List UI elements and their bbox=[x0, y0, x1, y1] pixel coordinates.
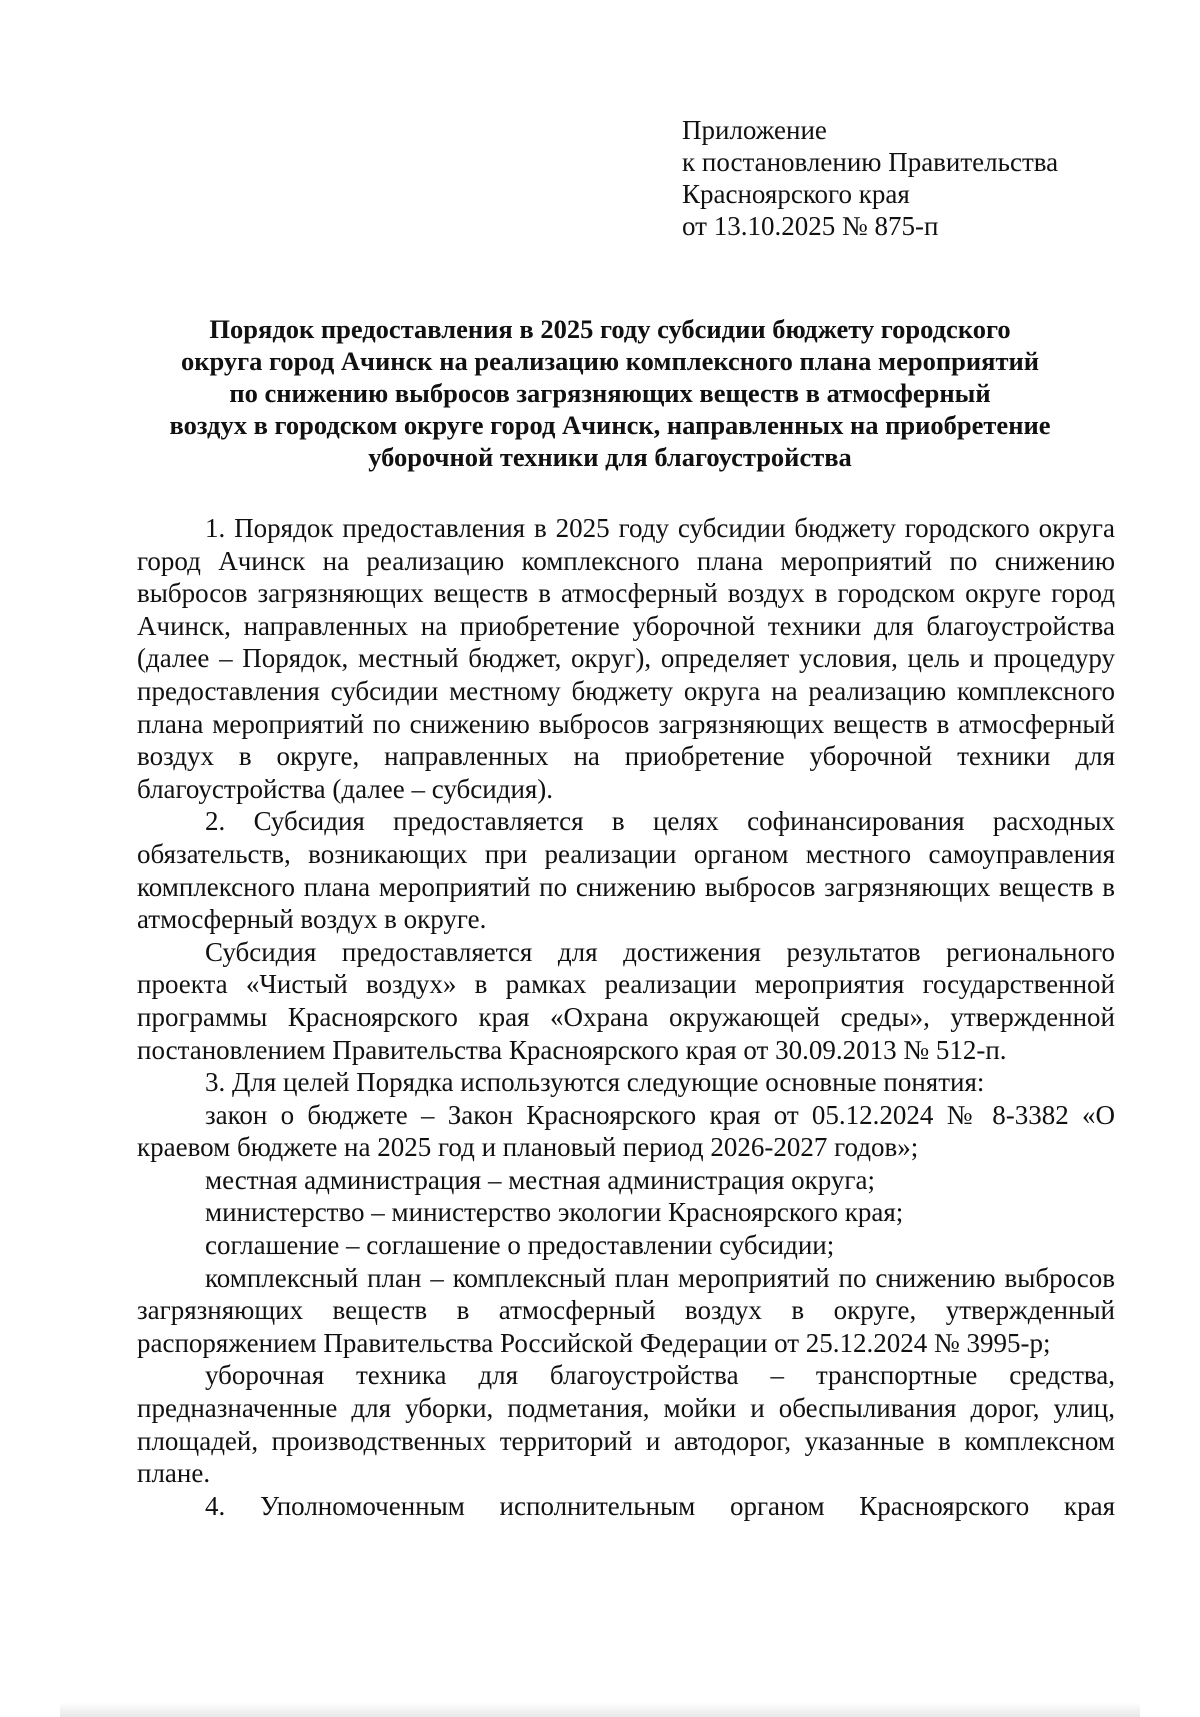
appendix-line: Приложение bbox=[682, 115, 827, 145]
definition-local-administration: местная администрация – местная администрация округа; bbox=[205, 1164, 875, 1195]
title-line: воздух в городском округе город Ачинск, направленных на приобретение bbox=[169, 410, 1051, 440]
definition-ministry: министерство – министерство экологии Красноярского края; bbox=[205, 1197, 904, 1228]
document-body bbox=[137, 512, 1115, 1522]
title-line: уборочной техники для благоустройства bbox=[368, 442, 852, 472]
paragraph-2-continued: Субсидия предоставляется для достижения результатов регионального проекта «Чистый воздух» в рамках реализации мероприятия государственной программы Красноярского края «Охрана окружающей среды», утвержденной постановлением Правительства Красноярского края от 30.09.2013 № 512-п. bbox=[137, 936, 1115, 1065]
definition-budget-law: закон о бюджете – Закон Красноярского края от 05.12.2024 № 8-3382 «О краевом бюджете на 2025 год и плановый период 2026-2027 годов»; bbox=[137, 1099, 1115, 1163]
paragraph-2: 2. Субсидия предоставляется в целях софинансирования расходных обязательств, возникающих при реализации органом местного самоуправления комплексного плана мероприятий по снижению выбросов загрязняющих веществ в атмосферный воздух в округе. bbox=[137, 806, 1115, 935]
definition-cleaning-equipment: уборочная техника для благоустройства – транспортные средства, предназначенные для уборки, подметания, мойки и обеспыливания дорог, улиц, площадей, производственных территорий и автодорог, указанные в комплексном плане. bbox=[137, 1360, 1115, 1489]
title-line: по снижению выбросов загрязняющих веществ в атмосферный bbox=[229, 378, 991, 408]
definition-agreement: соглашение – соглашение о предоставлении субсидии; bbox=[205, 1230, 835, 1261]
title-line: округа город Ачинск на реализацию комплексного плана мероприятий bbox=[180, 346, 1040, 376]
paragraph-3: 3. Для целей Порядка используются следующие основные понятия: bbox=[205, 1067, 985, 1098]
paragraph-1: 1. Порядок предоставления в 2025 году субсидии бюджету городского округа город Ачинск на реализацию комплексного плана мероприятий по снижению выбросов загрязняющих веществ в атмосферный воздух в городском округе город Ачинск, направленных на приобретение уборочной техники для благоустройства (далее – Порядок, местный бюджет, округ), определяет условия, цель и процедуру предоставления субсидии местному бюджету округа на реализацию комплексного плана мероприятий по снижению выбросов загрязняющих веществ в атмосферный воздух в округе, направленных на приобретение уборочной техники для благоустройства (далее – субсидия). bbox=[137, 513, 1115, 804]
paragraph-4: 4. Уполномоченным исполнительным органом Красноярского края bbox=[205, 1490, 1115, 1521]
title-line: Порядок предоставления в 2025 году субсидии бюджету городского bbox=[209, 314, 1011, 344]
appendix-line: Красноярского края bbox=[682, 179, 910, 209]
appendix-date-number: от 13.10.2025 № 875-п bbox=[682, 211, 939, 241]
definition-complex-plan: комплексный план – комплексный план мероприятий по снижению выбросов загрязняющих веществ в атмосферный воздух в округе, утвержденный распоряжением Правительства Российской Федерации от 25.12.2024 № 3995-р; bbox=[137, 1262, 1115, 1358]
appendix-header bbox=[682, 114, 1058, 242]
appendix-line: к постановлению Правительства bbox=[682, 147, 1059, 177]
scan-bottom-edge bbox=[60, 1702, 1140, 1717]
document-title bbox=[120, 313, 1100, 473]
